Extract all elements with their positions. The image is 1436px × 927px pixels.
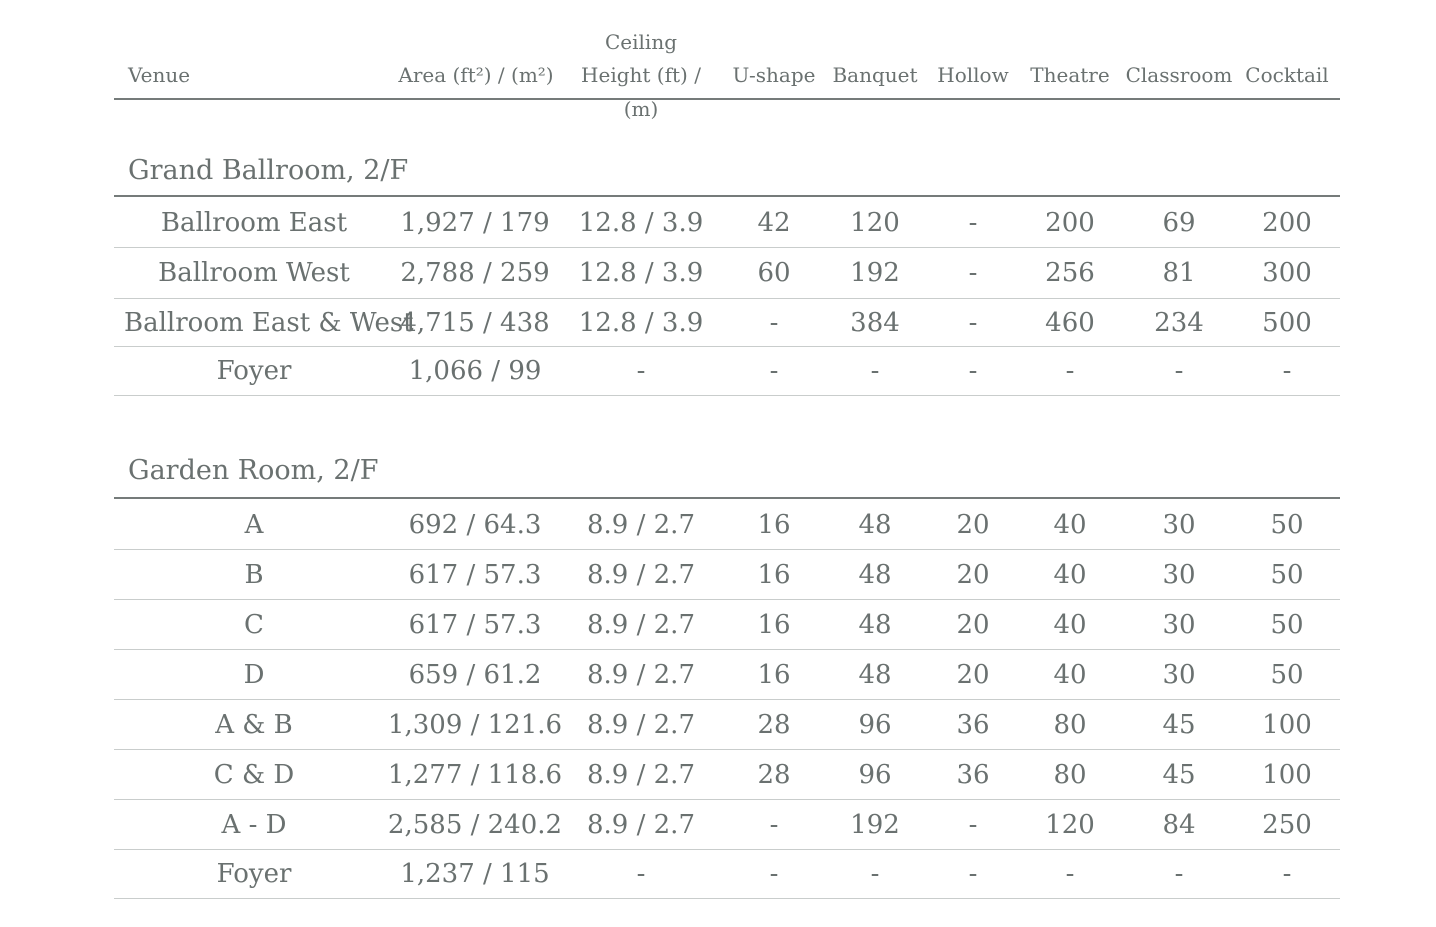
cell-ushape: 16 xyxy=(757,660,791,690)
cell-area: 1,309 / 121.6 xyxy=(387,710,563,740)
cell-ushape: 28 xyxy=(757,760,791,790)
cell-classroom: 45 xyxy=(1162,710,1196,740)
section-title: Grand Ballroom, 2/F xyxy=(128,155,409,186)
cell-cocktail: 50 xyxy=(1270,660,1304,690)
cell-venue: C & D xyxy=(213,760,295,790)
header-ushape: U-shape xyxy=(732,63,816,87)
cell-ushape: 42 xyxy=(757,208,791,238)
header-cocktail: Cocktail xyxy=(1245,63,1329,87)
cell-theatre: 200 xyxy=(1045,208,1095,238)
cell-ceiling-height: - xyxy=(636,356,646,386)
cell-hollow: 20 xyxy=(956,610,990,640)
cell-ceiling-height: 8.9 / 2.7 xyxy=(587,810,695,840)
cell-banquet: - xyxy=(870,356,880,386)
cell-venue: A - D xyxy=(221,810,287,840)
cell-ceiling-height: 12.8 / 3.9 xyxy=(578,308,704,338)
cell-venue: Ballroom East xyxy=(160,208,348,238)
cell-hollow: - xyxy=(968,859,978,889)
cell-ushape: - xyxy=(769,356,779,386)
cell-cocktail: 50 xyxy=(1270,610,1304,640)
cell-ushape: 28 xyxy=(757,710,791,740)
cell-ceiling-height: 8.9 / 2.7 xyxy=(587,710,695,740)
cell-hollow: - xyxy=(968,356,978,386)
header-classroom: Classroom xyxy=(1125,63,1233,87)
cell-cocktail: 100 xyxy=(1262,760,1312,790)
cell-ushape: 16 xyxy=(757,510,791,540)
cell-ushape: - xyxy=(769,859,779,889)
cell-theatre: - xyxy=(1065,356,1075,386)
cell-banquet: 48 xyxy=(858,610,892,640)
cell-classroom: 30 xyxy=(1162,610,1196,640)
cell-classroom: 234 xyxy=(1154,308,1204,338)
cell-banquet: 96 xyxy=(858,760,892,790)
cell-hollow: 20 xyxy=(956,560,990,590)
cell-cocktail: 50 xyxy=(1270,560,1304,590)
cell-hollow: - xyxy=(968,810,978,840)
cell-theatre: 80 xyxy=(1053,710,1087,740)
cell-ceiling-height: 12.8 / 3.9 xyxy=(578,258,704,288)
cell-area: 1,066 / 99 xyxy=(408,356,542,386)
table-row xyxy=(114,346,1340,396)
cell-area: 617 / 57.3 xyxy=(408,610,542,640)
table-row xyxy=(114,298,1340,347)
cell-theatre: 40 xyxy=(1053,510,1087,540)
cell-ushape: - xyxy=(769,810,779,840)
table-row xyxy=(114,749,1340,800)
cell-banquet: 192 xyxy=(850,810,900,840)
cell-cocktail: 500 xyxy=(1262,308,1312,338)
cell-classroom: - xyxy=(1174,356,1184,386)
cell-ceiling-height: 8.9 / 2.7 xyxy=(587,510,695,540)
cell-venue: Foyer xyxy=(216,356,292,386)
cell-theatre: 40 xyxy=(1053,660,1087,690)
cell-cocktail: 50 xyxy=(1270,510,1304,540)
cell-cocktail: - xyxy=(1282,859,1292,889)
cell-ushape: - xyxy=(769,308,779,338)
cell-hollow: - xyxy=(968,208,978,238)
cell-classroom: 30 xyxy=(1162,510,1196,540)
cell-banquet: 120 xyxy=(850,208,900,238)
cell-venue: A & B xyxy=(215,710,293,740)
cell-ushape: 16 xyxy=(757,560,791,590)
table-row xyxy=(114,549,1340,600)
table-row xyxy=(114,849,1340,899)
cell-venue: D xyxy=(243,660,265,690)
cell-classroom: 30 xyxy=(1162,560,1196,590)
table-row xyxy=(114,197,1340,248)
cell-cocktail: 300 xyxy=(1262,258,1312,288)
header-area: Area (ft²) / (m²) xyxy=(398,63,554,87)
table-row xyxy=(114,799,1340,850)
cell-area: 1,927 / 179 xyxy=(400,208,550,238)
cell-cocktail: 250 xyxy=(1262,810,1312,840)
cell-theatre: 120 xyxy=(1045,810,1095,840)
cell-venue: C xyxy=(244,610,264,640)
venue-capacity-table xyxy=(114,0,1340,889)
cell-area: 1,237 / 115 xyxy=(400,859,550,889)
header-ceiling-top: Ceiling xyxy=(604,30,677,54)
cell-classroom: 84 xyxy=(1162,810,1196,840)
cell-area: 2,585 / 240.2 xyxy=(387,810,563,840)
header-hollow: Hollow xyxy=(937,63,1009,87)
cell-hollow: 36 xyxy=(956,710,990,740)
cell-venue: Ballroom West xyxy=(158,258,350,288)
cell-banquet: 384 xyxy=(850,308,900,338)
cell-banquet: 192 xyxy=(850,258,900,288)
table-row xyxy=(114,599,1340,650)
table-row xyxy=(114,247,1340,299)
cell-hollow: 36 xyxy=(956,760,990,790)
cell-venue: B xyxy=(244,560,264,590)
cell-theatre: - xyxy=(1065,859,1075,889)
cell-venue: Foyer xyxy=(216,859,292,889)
cell-classroom: 69 xyxy=(1162,208,1196,238)
cell-area: 4,715 / 438 xyxy=(400,308,550,338)
cell-ceiling-height: 12.8 / 3.9 xyxy=(578,208,704,238)
cell-cocktail: - xyxy=(1282,356,1292,386)
cell-venue: Ballroom East & West xyxy=(124,308,414,338)
cell-classroom: 30 xyxy=(1162,660,1196,690)
cell-area: 2,788 / 259 xyxy=(400,258,550,288)
cell-area: 659 / 61.2 xyxy=(408,660,542,690)
cell-theatre: 256 xyxy=(1045,258,1095,288)
cell-classroom: 81 xyxy=(1162,258,1196,288)
cell-classroom: - xyxy=(1174,859,1184,889)
cell-area: 1,277 / 118.6 xyxy=(387,760,563,790)
cell-ceiling-height: 8.9 / 2.7 xyxy=(587,610,695,640)
cell-ceiling-height: 8.9 / 2.7 xyxy=(587,660,695,690)
cell-theatre: 40 xyxy=(1053,560,1087,590)
header-banquet: Banquet xyxy=(832,63,918,87)
cell-theatre: 40 xyxy=(1053,610,1087,640)
cell-hollow: 20 xyxy=(956,510,990,540)
cell-cocktail: 200 xyxy=(1262,208,1312,238)
cell-ceiling-height: - xyxy=(636,859,646,889)
cell-ushape: 16 xyxy=(757,610,791,640)
header-theatre: Theatre xyxy=(1030,63,1110,87)
cell-theatre: 80 xyxy=(1053,760,1087,790)
cell-banquet: 48 xyxy=(858,510,892,540)
cell-hollow: - xyxy=(968,308,978,338)
cell-banquet: 48 xyxy=(858,660,892,690)
cell-ceiling-height: 8.9 / 2.7 xyxy=(587,560,695,590)
cell-banquet: 96 xyxy=(858,710,892,740)
cell-hollow: 20 xyxy=(956,660,990,690)
section-title: Garden Room, 2/F xyxy=(128,455,379,486)
cell-venue: A xyxy=(244,510,264,540)
table-header xyxy=(114,0,1340,121)
table-row xyxy=(114,499,1340,550)
header-venue: Venue xyxy=(128,63,191,87)
cell-area: 692 / 64.3 xyxy=(408,510,542,540)
table-row xyxy=(114,699,1340,750)
cell-classroom: 45 xyxy=(1162,760,1196,790)
table-row xyxy=(114,649,1340,700)
cell-banquet: - xyxy=(870,859,880,889)
cell-area: 617 / 57.3 xyxy=(408,560,542,590)
cell-ushape: 60 xyxy=(757,258,791,288)
cell-banquet: 48 xyxy=(858,560,892,590)
cell-hollow: - xyxy=(968,258,978,288)
cell-ceiling-height: 8.9 / 2.7 xyxy=(587,760,695,790)
header-ceiling-bottom: Height (ft) / (m) xyxy=(581,63,701,121)
cell-cocktail: 100 xyxy=(1262,710,1312,740)
cell-theatre: 460 xyxy=(1045,308,1095,338)
